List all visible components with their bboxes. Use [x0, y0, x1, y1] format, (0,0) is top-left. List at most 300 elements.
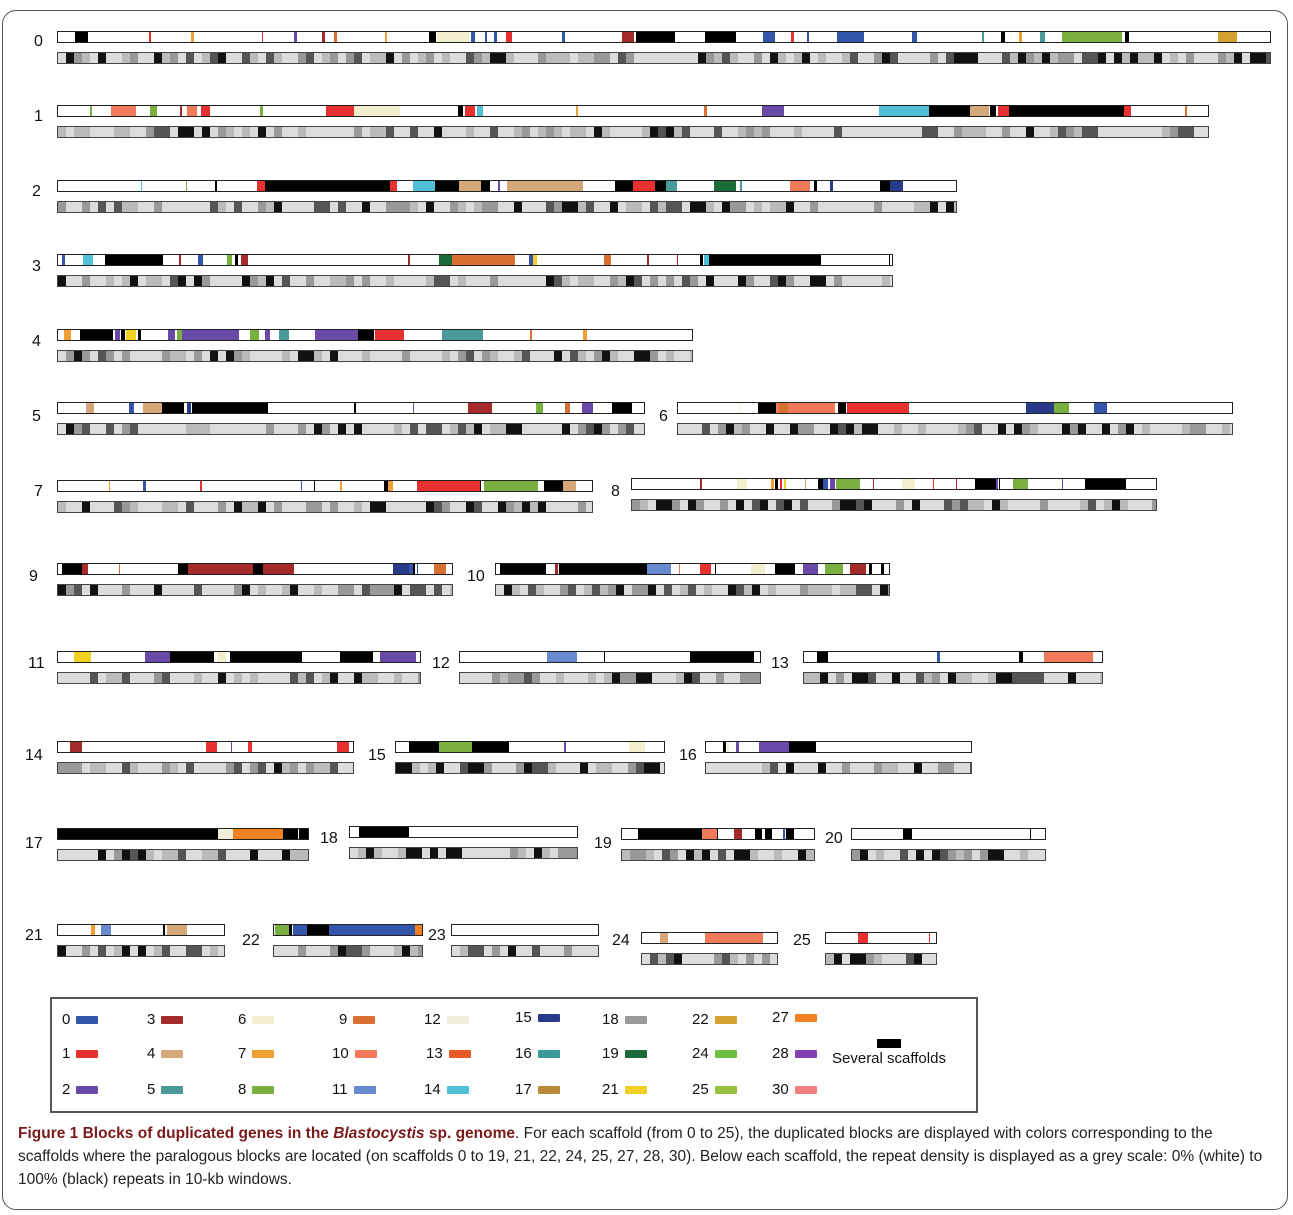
- legend-item-25: [692, 1081, 737, 1098]
- duplicated-block: [830, 479, 835, 489]
- scaffold-bar-24: [641, 932, 778, 944]
- duplicated-block: [751, 564, 765, 574]
- duplicated-block: [180, 106, 182, 116]
- duplicated-block: [230, 652, 302, 662]
- duplicated-block: [559, 564, 647, 574]
- legend-item-11: [332, 1081, 376, 1098]
- legend-swatch: [76, 1086, 98, 1094]
- duplicated-block: [836, 479, 860, 489]
- scaffold-label-8: 8: [611, 483, 620, 500]
- scaffold-bar-19: [621, 828, 815, 840]
- duplicated-block: [739, 403, 740, 413]
- duplicated-block: [615, 181, 633, 191]
- duplicated-block: [283, 829, 298, 839]
- scaffold-bar-1: [57, 105, 1209, 117]
- duplicated-block: [408, 255, 410, 265]
- duplicated-block: [188, 564, 253, 574]
- duplicated-block: [903, 829, 912, 839]
- legend-swatch: [449, 1050, 471, 1058]
- duplicated-block: [413, 181, 435, 191]
- duplicated-block: [604, 255, 611, 265]
- duplicated-block: [912, 32, 917, 42]
- duplicated-block: [759, 742, 789, 752]
- legend-swatch: [715, 1086, 737, 1094]
- duplicated-block: [700, 255, 703, 265]
- duplicated-block: [783, 829, 785, 839]
- scaffold-bar-9: [57, 563, 453, 575]
- duplicated-block: [265, 330, 270, 340]
- scaffold-label-2: 2: [32, 183, 41, 200]
- scaffold-label-0: 0: [34, 33, 43, 50]
- duplicated-block: [62, 255, 65, 265]
- scaffold-bar-10: [495, 563, 890, 575]
- scaffold-label-9: 9: [29, 568, 38, 585]
- duplicated-block: [765, 829, 772, 839]
- legend-item-4: [147, 1045, 183, 1062]
- scaffold-bar-23: [451, 924, 599, 936]
- duplicated-block: [790, 181, 810, 191]
- duplicated-block: [679, 564, 680, 574]
- duplicated-block: [494, 32, 496, 42]
- repeat-density-23: [451, 945, 599, 957]
- scaffold-bar-16: [705, 741, 972, 753]
- scaffold-bar-15: [395, 741, 665, 753]
- legend-item-6: [238, 1011, 274, 1028]
- repeat-density-13: [803, 672, 1103, 684]
- legend-swatch: [76, 1016, 98, 1024]
- scaffold-bar-25: [825, 932, 937, 944]
- legend-label: 21: [602, 1081, 619, 1098]
- legend-swatch: [76, 1050, 98, 1058]
- duplicated-block: [638, 829, 701, 839]
- duplicated-block: [1044, 652, 1093, 662]
- duplicated-block: [485, 32, 487, 42]
- duplicated-block: [530, 330, 531, 340]
- legend-label: 3: [147, 1011, 156, 1028]
- duplicated-block: [814, 181, 817, 191]
- legend-label: 4: [147, 1045, 156, 1062]
- duplicated-block: [340, 652, 373, 662]
- repeat-density-16: [705, 762, 972, 774]
- legend-swatch: [795, 1086, 817, 1094]
- duplicated-block: [111, 106, 136, 116]
- duplicated-block: [775, 479, 778, 489]
- legend-label: 5: [147, 1081, 156, 1098]
- duplicated-block: [138, 330, 141, 340]
- duplicated-block: [294, 32, 296, 42]
- duplicated-block: [472, 742, 510, 752]
- scaffold-label-1: 1: [34, 108, 43, 125]
- duplicated-block: [788, 403, 835, 413]
- duplicated-block: [393, 564, 409, 574]
- duplicated-block: [807, 32, 809, 42]
- scaffold-bar-13: [803, 651, 1103, 663]
- duplicated-block: [322, 32, 324, 42]
- duplicated-block: [143, 481, 145, 491]
- duplicated-block: [775, 564, 795, 574]
- duplicated-block: [293, 925, 306, 935]
- legend-item-18: [602, 1011, 647, 1028]
- legend: [50, 997, 978, 1113]
- duplicated-block: [452, 255, 515, 265]
- duplicated-block: [533, 255, 536, 265]
- duplicated-block: [982, 32, 984, 42]
- legend-label: 2: [62, 1081, 71, 1098]
- duplicated-block: [1085, 479, 1126, 489]
- scaffold-bar-21: [57, 924, 225, 936]
- duplicated-block: [740, 181, 742, 191]
- duplicated-block: [763, 32, 775, 42]
- duplicated-block: [1030, 829, 1031, 839]
- duplicated-block: [705, 933, 763, 943]
- repeat-density-0: [57, 52, 1271, 64]
- legend-swatch: [447, 1086, 469, 1094]
- duplicated-block: [458, 106, 463, 116]
- duplicated-block: [354, 403, 356, 413]
- legend-item-12: [424, 1011, 469, 1028]
- duplicated-block: [141, 181, 143, 191]
- duplicated-block: [167, 925, 187, 935]
- legend-label: 28: [772, 1045, 789, 1062]
- caption-title-italic: Blastocystis: [333, 1125, 425, 1142]
- duplicated-block: [737, 479, 747, 489]
- duplicated-block: [789, 742, 816, 752]
- duplicated-block: [717, 829, 718, 839]
- repeat-density-6: [677, 423, 1233, 435]
- legend-label: 7: [238, 1045, 247, 1062]
- duplicated-block: [340, 481, 342, 491]
- legend-label: 27: [772, 1009, 789, 1026]
- legend-swatch: [252, 1016, 274, 1024]
- repeat-density-1: [57, 126, 1209, 138]
- duplicated-block: [500, 564, 546, 574]
- duplicated-block: [201, 106, 210, 116]
- legend-item-7: [238, 1045, 274, 1062]
- caption-body: . For each scaffold (from 0 to 25), the duplicated blocks are displayed with colors corresponding to the scaffolds where the paralogous blocks are located (on scaffolds 0 to 19, 21, 22, 24, 25, 27, 28, 30). Below each scaffold, the repeat density is displayed as a grey scale: 0% (white) to 100% (black) repeats in 10-kb windows.: [18, 1125, 1263, 1188]
- duplicated-block: [784, 479, 786, 489]
- duplicated-block: [215, 181, 217, 191]
- duplicated-block: [837, 32, 864, 42]
- duplicated-block: [1040, 32, 1045, 42]
- scaffold-bar-17: [57, 828, 309, 840]
- duplicated-block: [700, 564, 711, 574]
- duplicated-block: [604, 652, 605, 662]
- scaffold-label-14: 14: [25, 747, 43, 764]
- legend-item-22: [692, 1011, 737, 1028]
- legend-swatch: [161, 1050, 183, 1058]
- duplicated-block: [326, 106, 354, 116]
- figure-caption: [18, 1122, 1273, 1191]
- scaffold-label-13: 13: [771, 655, 789, 672]
- duplicated-block: [881, 564, 884, 574]
- legend-item-2: [62, 1081, 98, 1098]
- duplicated-block: [358, 330, 374, 340]
- duplicated-block: [439, 742, 472, 752]
- duplicated-block: [82, 564, 88, 574]
- legend-swatch: [538, 1050, 560, 1058]
- duplicated-block: [359, 827, 409, 837]
- legend-item-27: [772, 1009, 817, 1026]
- legend-label: 10: [332, 1045, 349, 1062]
- duplicated-block: [413, 564, 415, 574]
- scaffold-bar-0: [57, 31, 1271, 43]
- duplicated-block: [149, 32, 151, 42]
- duplicated-block: [70, 742, 82, 752]
- duplicated-block: [58, 829, 218, 839]
- duplicated-block: [622, 32, 634, 42]
- duplicated-block: [564, 742, 567, 752]
- repeat-density-22: [273, 945, 423, 957]
- scaffold-bar-11: [57, 651, 421, 663]
- duplicated-block: [273, 829, 283, 839]
- duplicated-block: [929, 106, 970, 116]
- duplicated-block: [231, 742, 232, 752]
- legend-label: 12: [424, 1011, 441, 1028]
- repeat-density-2: [57, 201, 957, 213]
- legend-label: 14: [424, 1081, 441, 1098]
- duplicated-block: [879, 106, 928, 116]
- caption-title-part1: Figure 1 Blocks of duplicated genes in the: [18, 1125, 334, 1142]
- duplicated-block: [858, 933, 868, 943]
- legend-item-5: [147, 1081, 183, 1098]
- legend-item-1: [62, 1045, 98, 1062]
- duplicated-block: [206, 742, 218, 752]
- legend-swatch: [355, 1050, 377, 1058]
- scaffold-label-4: 4: [32, 333, 41, 350]
- duplicated-block: [1054, 403, 1070, 413]
- duplicated-block: [563, 481, 576, 491]
- duplicated-block: [145, 652, 170, 662]
- duplicated-block: [779, 403, 787, 413]
- duplicated-block: [64, 330, 70, 340]
- scaffold-bar-2: [57, 180, 957, 192]
- legend-item-15: [515, 1009, 560, 1026]
- duplicated-block: [91, 925, 95, 935]
- duplicated-block: [279, 330, 290, 340]
- duplicated-block: [187, 106, 197, 116]
- duplicated-block: [218, 829, 233, 839]
- legend-label: 17: [515, 1081, 532, 1098]
- duplicated-block: [217, 652, 226, 662]
- repeat-density-19: [621, 849, 815, 861]
- duplicated-block: [227, 255, 232, 265]
- caption-title-part2: sp. genome: [424, 1125, 515, 1142]
- duplicated-block: [129, 403, 134, 413]
- duplicated-block: [75, 32, 88, 42]
- scaffold-label-21: 21: [25, 927, 43, 944]
- duplicated-block: [260, 106, 262, 116]
- repeat-density-8: [631, 499, 1157, 511]
- legend-swatch: [625, 1016, 647, 1024]
- duplicated-block: [506, 32, 512, 42]
- scaffold-label-17: 17: [25, 835, 43, 852]
- duplicated-block: [150, 106, 157, 116]
- duplicated-block: [480, 481, 482, 491]
- duplicated-block: [126, 330, 136, 340]
- duplicated-block: [1125, 32, 1130, 42]
- duplicated-block: [253, 564, 263, 574]
- scaffold-bar-18: [349, 826, 578, 838]
- duplicated-block: [677, 255, 679, 265]
- duplicated-block: [1218, 32, 1237, 42]
- scaffold-bar-12: [459, 651, 761, 663]
- legend-item-10: [332, 1045, 377, 1062]
- duplicated-block: [390, 181, 396, 191]
- legend-label: 16: [515, 1045, 532, 1062]
- duplicated-block: [163, 925, 165, 935]
- legend-swatch: [252, 1086, 274, 1094]
- scaffold-bar-3: [57, 254, 893, 266]
- duplicated-block: [198, 255, 203, 265]
- duplicated-block: [817, 652, 827, 662]
- duplicated-block: [547, 652, 577, 662]
- duplicated-block: [143, 403, 162, 413]
- duplicated-block: [90, 106, 92, 116]
- duplicated-block: [101, 925, 111, 935]
- duplicated-block: [929, 933, 930, 943]
- legend-swatch: [795, 1014, 817, 1022]
- scaffold-bar-8: [631, 478, 1157, 490]
- duplicated-block: [803, 564, 819, 574]
- duplicated-block: [1026, 403, 1054, 413]
- duplicated-block: [1019, 652, 1023, 662]
- legend-label: Several scaffolds: [832, 1050, 946, 1067]
- scaffold-label-6: 6: [659, 408, 668, 425]
- duplicated-block: [235, 255, 238, 265]
- repeat-density-15: [395, 762, 665, 774]
- legend-item-21: [602, 1081, 647, 1098]
- scaffold-bar-14: [57, 741, 354, 753]
- duplicated-block: [786, 829, 794, 839]
- legend-label: 1: [62, 1045, 71, 1062]
- duplicated-block: [823, 479, 828, 489]
- legend-swatch: [715, 1050, 737, 1058]
- repeat-density-18: [349, 847, 578, 859]
- legend-label: 11: [332, 1081, 348, 1098]
- legend-swatch: [877, 1039, 901, 1048]
- repeat-density-14: [57, 762, 354, 774]
- duplicated-block: [86, 403, 94, 413]
- duplicated-block: [385, 32, 387, 42]
- repeat-density-5: [57, 423, 645, 435]
- duplicated-block: [388, 481, 393, 491]
- legend-item-14: [424, 1081, 469, 1098]
- duplicated-block: [257, 181, 265, 191]
- duplicated-block: [762, 106, 784, 116]
- scaffold-label-5: 5: [32, 408, 41, 425]
- scaffold-label-20: 20: [825, 830, 843, 847]
- legend-swatch: [625, 1050, 647, 1058]
- duplicated-block: [583, 330, 587, 340]
- duplicated-block: [241, 255, 248, 265]
- scaffold-label-3: 3: [32, 258, 41, 275]
- duplicated-block: [186, 181, 188, 191]
- duplicated-block: [771, 479, 774, 489]
- duplicated-block: [409, 742, 438, 752]
- scaffold-bar-6: [677, 402, 1233, 414]
- duplicated-block: [263, 564, 295, 574]
- scaffold-bar-22: [273, 924, 423, 936]
- duplicated-block: [791, 32, 793, 42]
- duplicated-block: [850, 564, 867, 574]
- duplicated-block: [1062, 32, 1123, 42]
- duplicated-block: [702, 829, 717, 839]
- legend-item-16: [515, 1045, 560, 1062]
- duplicated-block: [191, 32, 193, 42]
- duplicated-block: [660, 933, 668, 943]
- duplicated-block: [700, 479, 702, 489]
- duplicated-block: [975, 479, 996, 489]
- legend-label: 13: [426, 1045, 443, 1062]
- duplicated-block: [354, 106, 400, 116]
- duplicated-block: [413, 403, 415, 413]
- duplicated-block: [999, 479, 1000, 489]
- legend-label: 9: [339, 1011, 348, 1028]
- duplicated-block: [933, 479, 934, 489]
- duplicated-block: [275, 925, 288, 935]
- duplicated-block: [168, 330, 174, 340]
- duplicated-block: [956, 479, 957, 489]
- scaffold-bar-5: [57, 402, 645, 414]
- duplicated-block: [704, 106, 706, 116]
- duplicated-block: [465, 106, 475, 116]
- legend-item-0: [62, 1011, 98, 1028]
- duplicated-block: [629, 742, 645, 752]
- legend-label: 18: [602, 1011, 619, 1028]
- duplicated-block: [415, 925, 422, 935]
- duplicated-block: [417, 564, 419, 574]
- legend-swatch: [715, 1016, 737, 1024]
- duplicated-block: [880, 181, 891, 191]
- legend-item-13: [426, 1045, 471, 1062]
- duplicated-block: [307, 925, 329, 935]
- legend-item-3: [147, 1011, 183, 1028]
- duplicated-block: [830, 181, 833, 191]
- duplicated-block: [838, 403, 846, 413]
- scaffold-label-11: 11: [28, 655, 45, 672]
- duplicated-block: [1019, 32, 1021, 42]
- duplicated-block: [289, 925, 292, 935]
- duplicated-block: [529, 255, 532, 265]
- legend-swatch: [354, 1086, 376, 1094]
- duplicated-block: [758, 403, 776, 413]
- scaffold-bar-20: [851, 828, 1046, 840]
- duplicated-block: [109, 481, 110, 491]
- duplicated-block: [417, 481, 480, 491]
- duplicated-block: [636, 32, 675, 42]
- duplicated-block: [119, 564, 120, 574]
- duplicated-block: [337, 742, 349, 752]
- duplicated-block: [890, 181, 903, 191]
- scaffold-label-23: 23: [428, 927, 446, 944]
- duplicated-block: [200, 481, 202, 491]
- duplicated-block: [375, 330, 404, 340]
- legend-item-8: [238, 1081, 274, 1098]
- legend-label: 0: [62, 1011, 71, 1028]
- duplicated-block: [62, 564, 82, 574]
- duplicated-block: [736, 742, 738, 752]
- duplicated-block: [1009, 106, 1124, 116]
- legend-item-30: [772, 1081, 817, 1098]
- duplicated-block: [334, 32, 336, 42]
- legend-swatch: [161, 1016, 183, 1024]
- legend-swatch: [538, 1014, 560, 1022]
- repeat-density-10: [495, 584, 890, 596]
- duplicated-block: [314, 481, 315, 491]
- scaffold-label-22: 22: [242, 932, 260, 949]
- scaffold-label-7: 7: [34, 483, 43, 500]
- legend-label: 19: [602, 1045, 619, 1062]
